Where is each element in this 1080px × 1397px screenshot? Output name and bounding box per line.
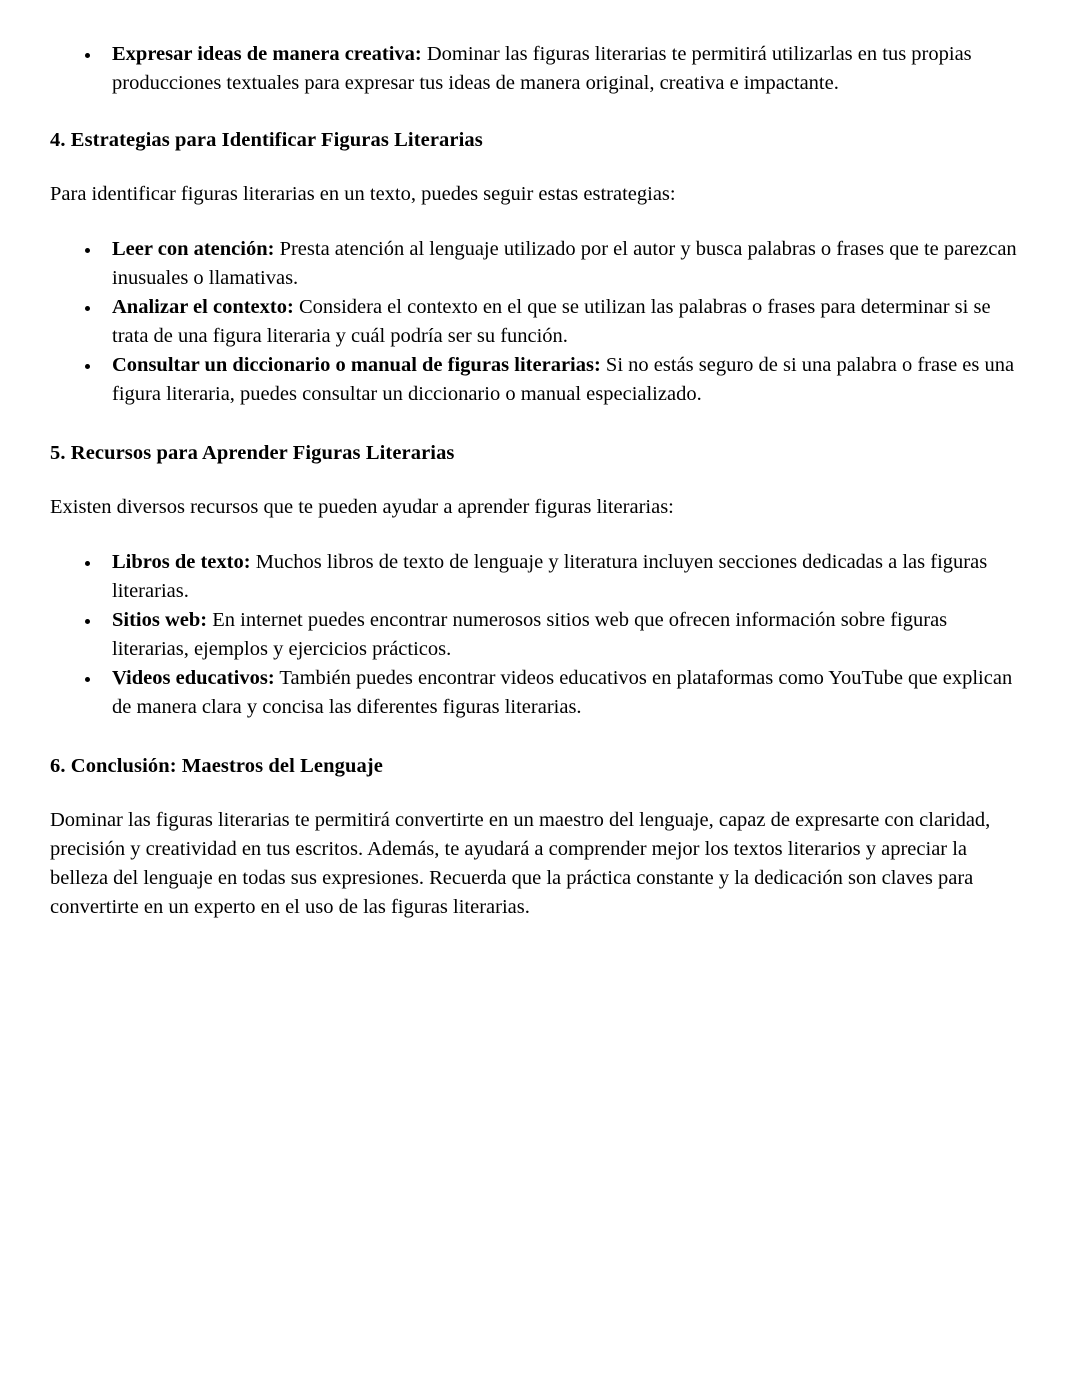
spacer (50, 780, 1018, 806)
list-item-lead: Sitios web: (112, 609, 208, 631)
section-heading-6: 6. Conclusión: Maestros del Lenguaje (50, 755, 383, 777)
list-item-text: Presta atención al lenguaje utilizado por el autor y busca palabras o frases que te parezcan inusuales o llamativas. (112, 238, 1017, 289)
list-item-text: Considera el contexto en el que se utilizan las palabras o frases para determinar si se trata de una figura literaria y cuál podría ser su función. (112, 296, 991, 347)
spacer (50, 467, 1018, 493)
spacer (50, 98, 1018, 126)
list-item-text: Si no estás seguro de si una palabra o frase es una figura literaria, puedes consultar un diccionario o manual especializado. (112, 354, 1015, 405)
spacer (50, 209, 1018, 235)
list-item-text: También puedes encontrar videos educativos en plataformas como YouTube que explican de manera clara y concisa las diferentes figuras literarias. (112, 667, 1013, 718)
bullet-list-estrategias (50, 235, 1018, 409)
paragraph-conclusion: Dominar las figuras literarias te permitirá convertirte en un maestro del lenguaje, capaz de expresarte con claridad, precisión y creatividad en tus escritos. Además, te ayudará a comprender mejor los textos literarios y apreciar la belleza del lenguaje en todas sus expresiones. Recuerda que la práctica constante y la dedicación son claves para convertirte en un experto en el uso de las figuras literarias. (50, 809, 991, 918)
list-item-text: Muchos libros de texto de lenguaje y literatura incluyen secciones dedicadas a las figuras literarias. (112, 551, 988, 602)
list-item-text: Dominar las figuras literarias te permitirá utilizarlas en tus propias producciones textuales para expresar tus ideas de manera original, creativa e impactante. (112, 43, 972, 94)
spacer (50, 722, 1018, 752)
bullet-list-recursos (50, 548, 1018, 722)
list-item-lead: Consultar un diccionario o manual de figuras literarias: (112, 354, 601, 376)
list-item (50, 548, 1018, 606)
paragraph-recursos-intro: Existen diversos recursos que te pueden ayudar a aprender figuras literarias: (50, 496, 674, 518)
paragraph-estrategias-intro: Para identificar figuras literarias en un texto, puedes seguir estas estrategias: (50, 183, 676, 205)
list-item (50, 235, 1018, 293)
list-item-lead: Videos educativos: (112, 667, 275, 689)
list-item-lead: Analizar el contexto: (112, 296, 294, 318)
list-item-text: En internet puedes encontrar numerosos sitios web que ofrecen información sobre figuras literarias, ejemplos y ejercicios prácticos. (112, 609, 948, 660)
bullet-list-beneficios (50, 40, 1018, 98)
list-item (50, 351, 1018, 409)
section-heading-5: 5. Recursos para Aprender Figuras Literarias (50, 442, 455, 464)
list-item (50, 293, 1018, 351)
spacer (50, 522, 1018, 548)
list-item (50, 606, 1018, 664)
spacer (50, 409, 1018, 439)
list-item (50, 40, 1018, 98)
list-item-lead: Leer con atención: (112, 238, 275, 260)
list-item-lead: Libros de texto: (112, 551, 251, 573)
list-item-lead: Expresar ideas de manera creativa: (112, 43, 422, 65)
section-heading-4: 4. Estrategias para Identificar Figuras Literarias (50, 129, 483, 151)
spacer (50, 154, 1018, 180)
document-body (50, 40, 1018, 922)
list-item (50, 664, 1018, 722)
